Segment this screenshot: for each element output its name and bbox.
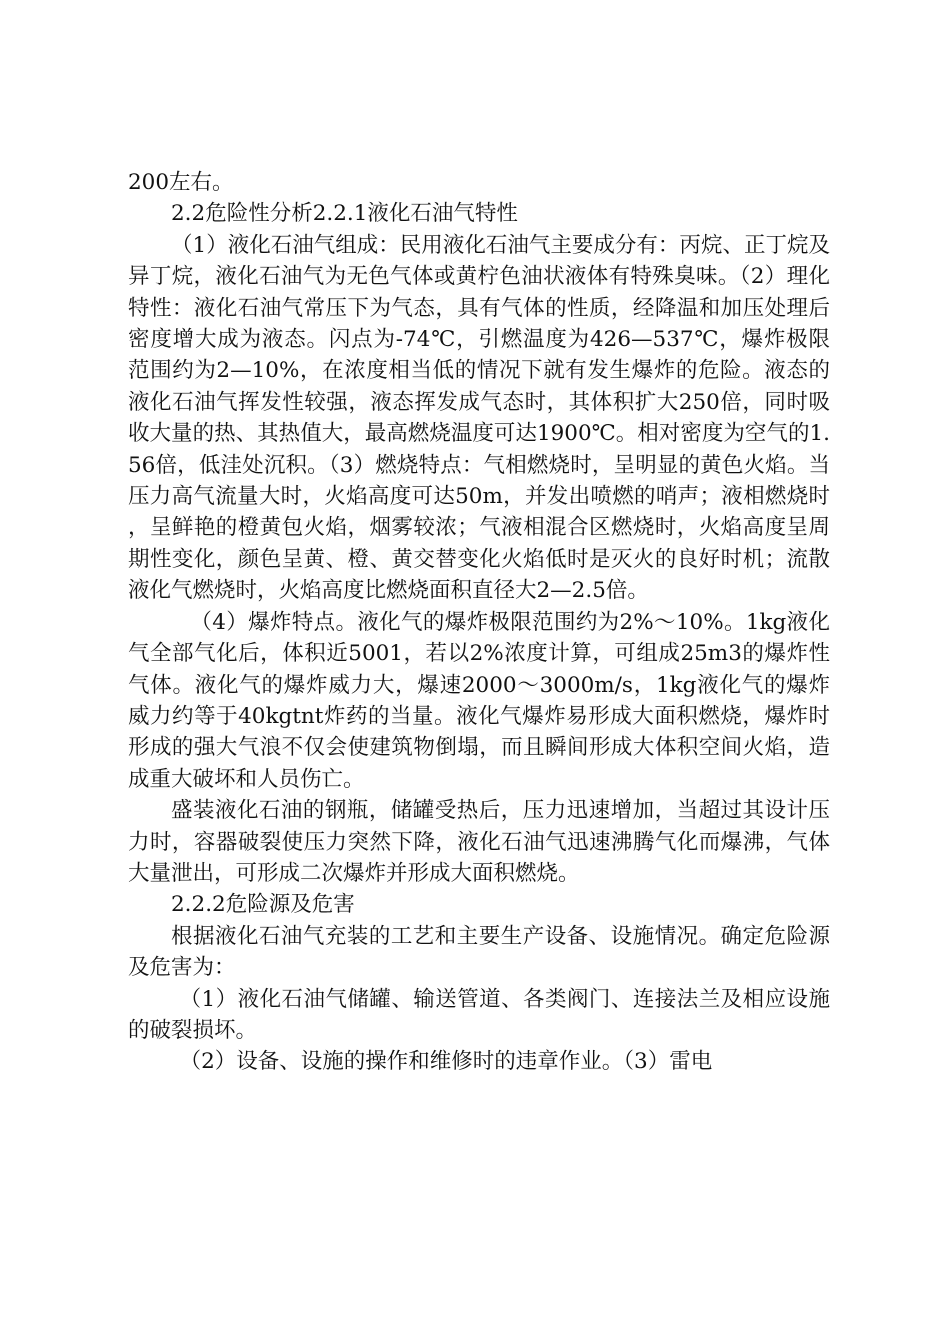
- section-heading-2-2-2: 2.2.2危险源及危害: [171, 892, 355, 918]
- paragraph-hazard-intro: 根据液化石油气充装的工艺和主要生产设备、设施情况。确定危险源及危害为：: [128, 923, 830, 981]
- section-heading-2-2: 2.2危险性分析2.2.1液化石油气特性: [171, 201, 518, 227]
- paragraph-hazard-item-2-3: （2）设备、设施的操作和维修时的违章作业。（3）雷电: [179, 1049, 713, 1075]
- document-page: [128, 167, 830, 1078]
- paragraph-lpg-properties: （1）液化石油气组成：民用液化石油气主要成分有：丙烷、正丁烷及异丁烷，液化石油气为无色气体或黄柠色油状液体有特殊臭味。（2）理化特性：液化石油气常压下为气态，具有气体的性质，经降温和加压处理后密度增大成为液态。闪点为-74℃，引燃温度为426—537℃，爆炸极限范围约为2—10%，在浓度相当低的情况下就有发生爆炸的危险。液态的液化石油气挥发性较强，液态挥发成气态时，其体积扩大250倍，同时吸收大量的热、其热值大，最高燃烧温度可达1900℃。相对密度为空气的1.56倍，低洼处沉积。（3）燃烧特点：气相燃烧时，呈明显的黄色火焰。当压力高气流量大时，火焰高度可达50m，并发出喷燃的哨声；液相燃烧时，呈鲜艳的橙黄包火焰，烟雾较浓；气液相混合区燃烧时，火焰高度呈周期性变化，颜色呈黄、橙、黄交替变化火焰低时是灭火的良好时机；流散液化气燃烧时，火焰高度比燃烧面积直径大2—2.5倍。: [128, 232, 830, 604]
- paragraph-cylinder-hazard: 盛装液化石油的钢瓶，储罐受热后，压力迅速增加，当超过其设计压力时，容器破裂使压力突然下降，液化石油气迅速沸腾气化而爆沸，气体大量泄出，可形成二次爆炸并形成大面积燃烧。: [128, 798, 830, 886]
- paragraph-continuation: 200左右。: [128, 170, 234, 195]
- paragraph-hazard-item-1: （1）液化石油气储罐、输送管道、各类阀门、连接法兰及相应设施的破裂损坏。: [128, 986, 830, 1043]
- paragraph-explosion-characteristics: （4）爆炸特点。液化气的爆炸极限范围约为2%～10%。1kg液化气全部气化后，体积近5001，若以2%浓度计算，可组成25m3的爆炸性气体。液化气的爆炸威力大，爆速2000～3000m/s，1kg液化气的爆炸威力约等于40kgtnt炸药的当量。液化气爆炸易形成大面积燃烧，爆炸时形成的强大气浪不仅会使建筑物倒塌，而且瞬间形成大体积空间火焰，造成重大破坏和人员伤亡。: [128, 609, 830, 792]
